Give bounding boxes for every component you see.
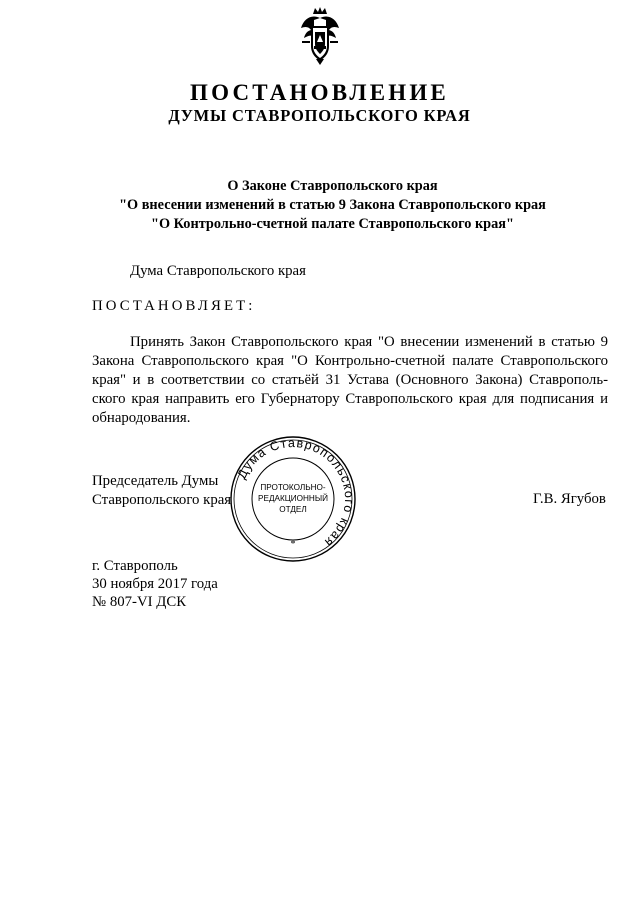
- stavropol-coat-of-arms-icon: [300, 6, 340, 66]
- svg-text:*: *: [290, 539, 296, 550]
- issuer-name: Дума Ставропольского края: [130, 263, 306, 279]
- decree-paragraph: [92, 333, 608, 428]
- document-date: 30 ноября 2017 года: [92, 576, 218, 592]
- signer-position-line-2: Ставропольского края: [92, 492, 232, 508]
- subject-line-2: "О внесении изменений в статью 9 Закона Ставропольского края: [119, 197, 546, 213]
- signer-position-line-1: Председатель Думы: [92, 473, 219, 489]
- document-title: ПОСТАНОВЛЕНИЕ: [190, 80, 449, 105]
- signer-name: Г.В. Ягубов: [533, 491, 606, 507]
- svg-text:ПРОТОКОЛЬНО-: ПРОТОКОЛЬНО-: [260, 483, 326, 492]
- decree-word: ПОСТАНОВЛЯЕТ:: [92, 298, 256, 314]
- subject-line-3: "О Контрольно-счетной палате Ставропольского края": [151, 216, 514, 232]
- official-round-stamp-icon: [228, 434, 358, 564]
- city: г. Ставрополь: [92, 558, 178, 574]
- decree-paragraph-text: Принять Закон Ставропольского края "О внесении изменений в статью 9 Закона Ставропольского края "О Контрольно-счетной палате Ставропольского края" и в соответствии со статьёй 31 Устава (Основного Закона) Ставрополь-ского края направить его Губернатору Ставропольского края для подписания и обнародования.: [92, 334, 608, 426]
- svg-text:РЕДАКЦИОННЫЙ: РЕДАКЦИОННЫЙ: [258, 494, 328, 503]
- svg-text:Дума Ставропольского края: Дума Ставропольского края: [234, 435, 357, 551]
- issuer-title: ДУМЫ СТАВРОПОЛЬСКОГО КРАЯ: [168, 106, 471, 125]
- subject-line-1: О Законе Ставропольского края: [227, 178, 438, 194]
- svg-text:ОТДЕЛ: ОТДЕЛ: [279, 505, 307, 514]
- document-number: № 807-VI ДСК: [92, 594, 187, 610]
